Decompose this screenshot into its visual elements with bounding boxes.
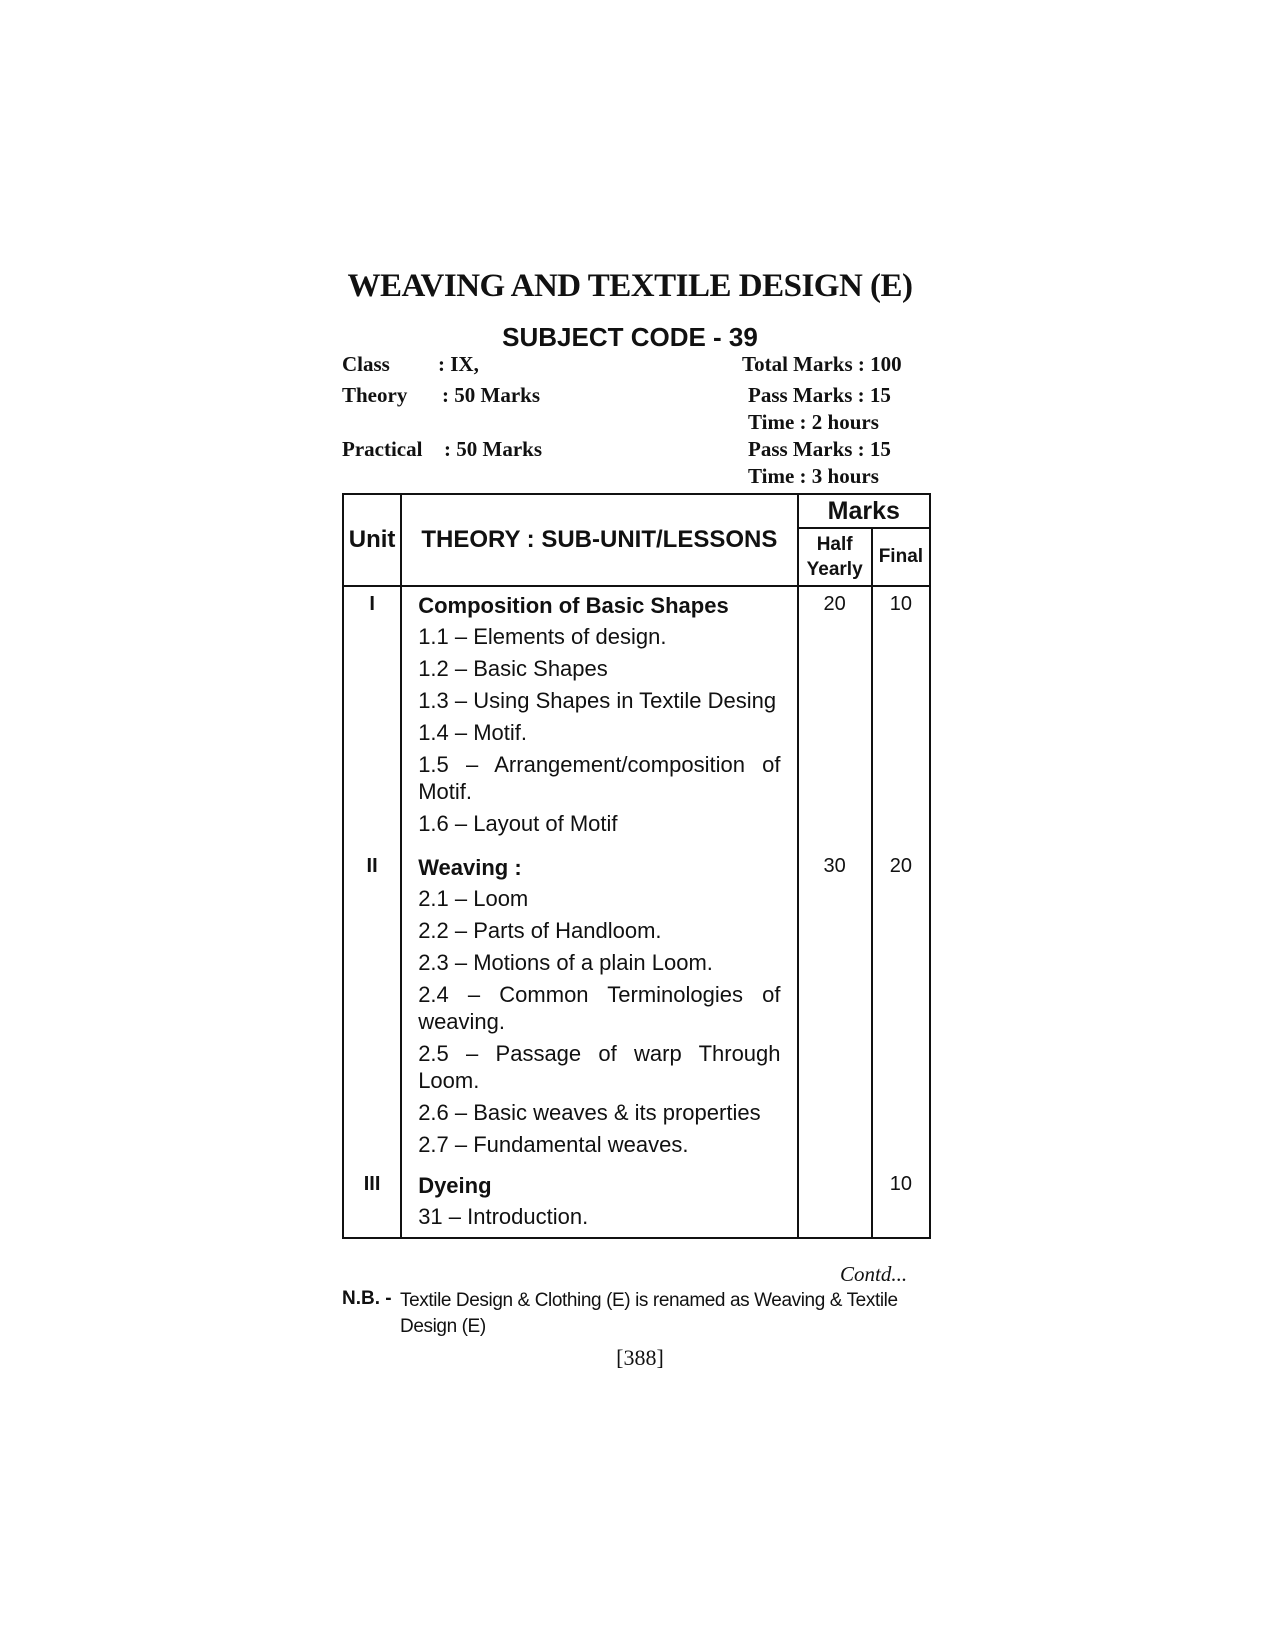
lesson-list bbox=[402, 587, 796, 1237]
final-block bbox=[873, 587, 929, 841]
lesson-item: 2.5 – Passage of warp Through Loom. bbox=[418, 1041, 781, 1093]
practical-time: Time : 3 hours bbox=[748, 464, 879, 488]
total-marks: Total Marks : 100 bbox=[742, 352, 902, 376]
document-title: WEAVING AND TEXTILE DESIGN (E) bbox=[347, 268, 913, 304]
lessons-column bbox=[401, 586, 797, 1238]
theory-header: THEORY : SUB-UNIT/LESSONS bbox=[401, 494, 797, 586]
final-column bbox=[872, 586, 930, 1238]
unit-column bbox=[343, 586, 401, 1238]
practical-marks: : 50 Marks bbox=[444, 437, 542, 461]
unit-header: Unit bbox=[343, 494, 401, 586]
final-block bbox=[873, 1159, 929, 1237]
theory-label: Theory bbox=[342, 383, 408, 407]
unit-lessons-block bbox=[402, 587, 796, 841]
unit-title: Composition of Basic Shapes bbox=[418, 593, 729, 618]
lesson-item: 2.6 – Basic weaves & its properties bbox=[418, 1100, 761, 1125]
final-header: Final bbox=[872, 528, 930, 586]
unit-number-block bbox=[344, 1159, 400, 1237]
theory-pass-marks: Pass Marks : 15 bbox=[748, 383, 891, 407]
unit-title: Dyeing bbox=[418, 1173, 492, 1198]
theory-time: Time : 2 hours bbox=[748, 410, 879, 434]
lesson-item: 2.3 – Motions of a plain Loom. bbox=[418, 950, 713, 975]
practical-pass-marks: Pass Marks : 15 bbox=[748, 437, 891, 461]
class-label: Class bbox=[342, 352, 390, 376]
nb-text: Textile Design & Clothing (E) is renamed as Weaving & Textile Design (E) bbox=[400, 1290, 898, 1337]
half-yearly-block bbox=[799, 841, 871, 1159]
final-list bbox=[873, 587, 929, 1237]
final-block bbox=[873, 841, 929, 1159]
half-yearly-header-line1: Half bbox=[816, 534, 853, 555]
lesson-item: 1.3 – Using Shapes in Textile Desing bbox=[418, 688, 777, 713]
final-marks: 20 bbox=[889, 855, 912, 877]
unit-number: III bbox=[363, 1173, 381, 1195]
continued-note: Contd... bbox=[840, 1262, 908, 1286]
half-yearly-list bbox=[799, 587, 871, 1237]
half-yearly-block bbox=[799, 587, 871, 841]
lesson-item: 31 – Introduction. bbox=[418, 1204, 589, 1229]
lesson-item: 1.6 – Layout of Motif bbox=[418, 811, 618, 836]
nb-label: N.B. - bbox=[342, 1288, 392, 1309]
half-yearly-marks: 30 bbox=[823, 855, 846, 877]
lesson-item: 2.4 – Common Terminologies of weaving. bbox=[418, 982, 781, 1034]
lesson-item: 2.7 – Fundamental weaves. bbox=[418, 1132, 689, 1157]
lesson-item: 1.2 – Basic Shapes bbox=[418, 656, 608, 681]
final-marks: 10 bbox=[889, 593, 912, 615]
half-yearly-header-line2: Yearly bbox=[806, 559, 863, 580]
unit-number-list bbox=[344, 587, 400, 1237]
lesson-item: 1.5 – Arrangement/composition of Motif. bbox=[418, 752, 781, 804]
unit-number-block bbox=[344, 841, 400, 1159]
unit-title: Weaving : bbox=[418, 855, 522, 880]
final-marks: 10 bbox=[889, 1173, 912, 1195]
theory-marks: : 50 Marks bbox=[442, 383, 540, 407]
lesson-item: 2.1 – Loom bbox=[418, 886, 529, 911]
unit-number: I bbox=[369, 593, 375, 615]
lesson-item: 1.1 – Elements of design. bbox=[418, 624, 667, 649]
half-yearly-marks: 20 bbox=[823, 593, 846, 615]
marks-header: Marks bbox=[798, 494, 930, 528]
unit-number-block bbox=[344, 587, 400, 841]
unit-lessons-block bbox=[402, 1159, 796, 1237]
lesson-item: 2.2 – Parts of Handloom. bbox=[418, 918, 662, 943]
unit-number: II bbox=[366, 855, 378, 877]
subject-code: SUBJECT CODE - 39 bbox=[502, 322, 758, 352]
syllabus-table bbox=[342, 493, 931, 1239]
class-value: : IX, bbox=[438, 352, 479, 376]
page-number: [388] bbox=[616, 1345, 664, 1370]
half-yearly-block bbox=[799, 1159, 871, 1237]
unit-lessons-block bbox=[402, 841, 796, 1159]
half-yearly-header bbox=[798, 528, 872, 586]
half-yearly-column bbox=[798, 586, 872, 1238]
practical-label: Practical bbox=[342, 437, 423, 461]
lesson-item: 1.4 – Motif. bbox=[418, 720, 528, 745]
